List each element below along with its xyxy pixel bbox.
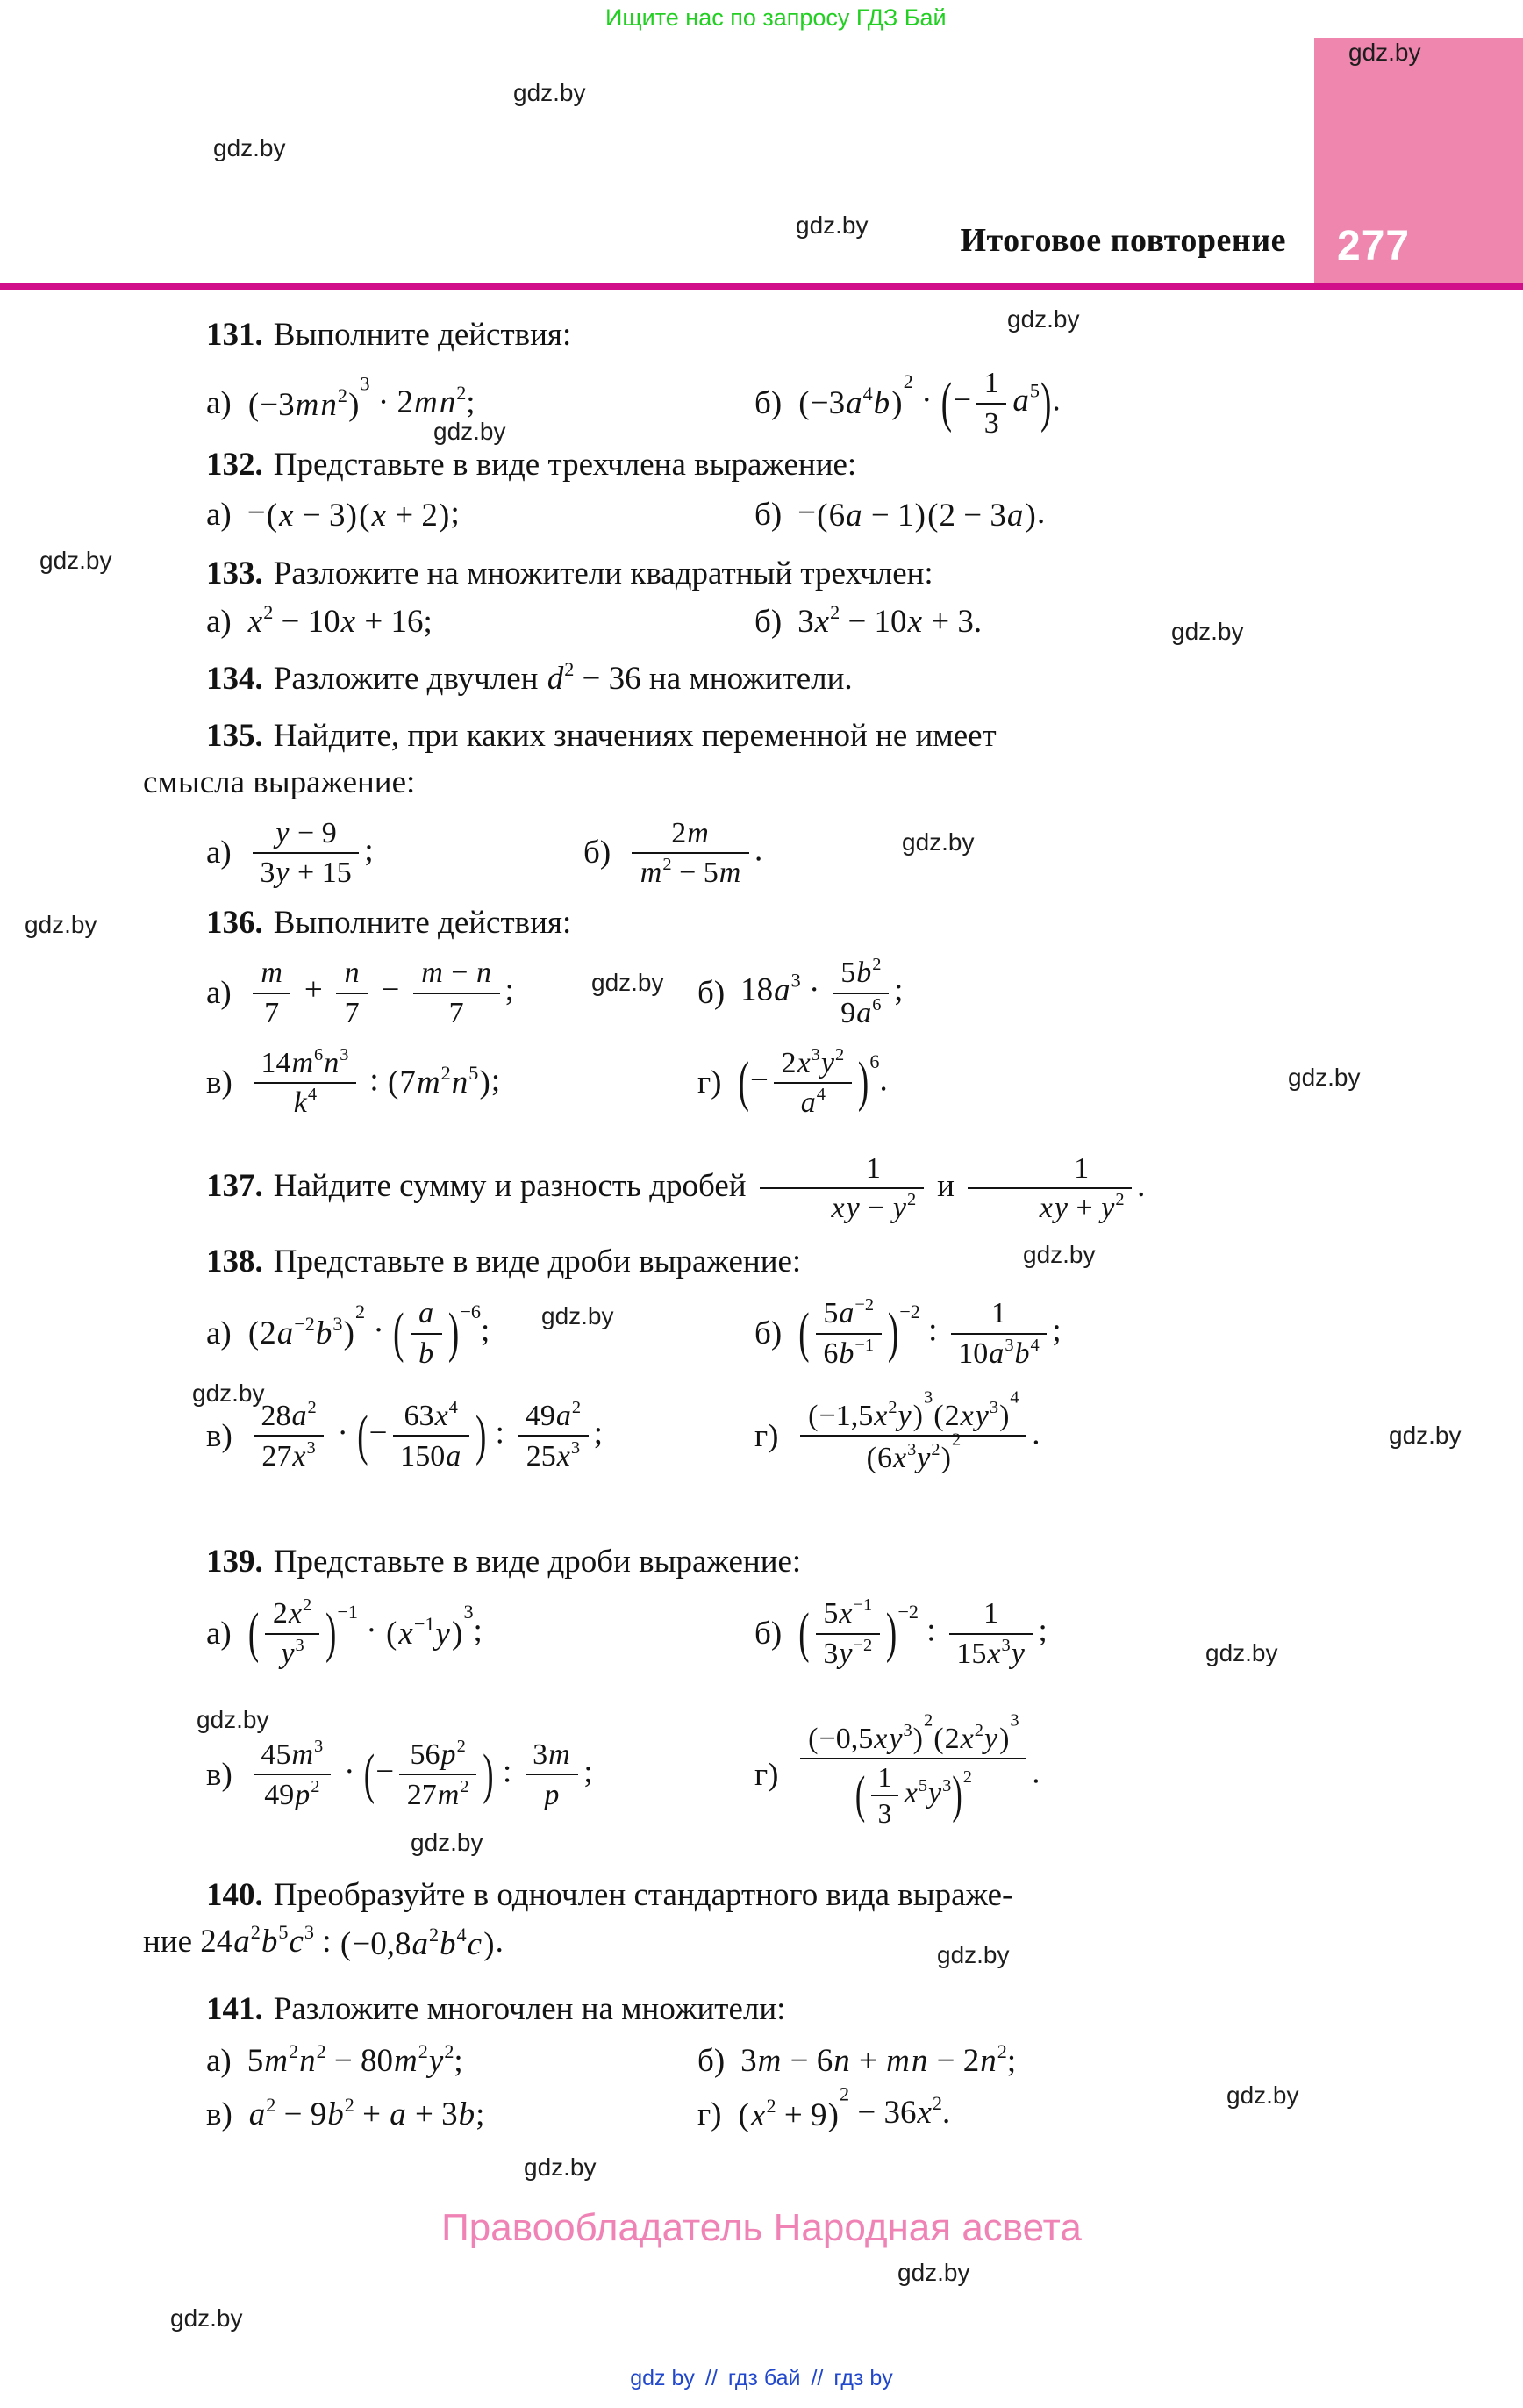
watermark: gdz.by: [897, 2259, 970, 2286]
exercise-title: [143, 314, 1323, 355]
footer-links: [0, 2366, 1523, 2391]
watermark: gdz.by: [411, 1829, 483, 1856]
exercise-133: [0, 553, 1523, 641]
part-a: [206, 816, 583, 890]
parts-row: [206, 816, 1523, 890]
part-v: [206, 1046, 697, 1120]
part-label: б): [754, 385, 783, 422]
parts-row: [206, 603, 1523, 641]
part-a: [206, 494, 754, 534]
part-label: а): [206, 2043, 232, 2080]
part-label: б): [697, 2043, 726, 2080]
footer-link-gdz-bai[interactable]: гдз бай: [727, 2366, 801, 2390]
part-a: [206, 2042, 697, 2080]
watermark: gdz.by: [25, 911, 97, 938]
watermark: gdz.by: [433, 418, 506, 445]
part-label: г): [697, 1064, 722, 1101]
watermark: gdz.by: [39, 547, 112, 574]
watermark: gdz.by: [1171, 618, 1244, 645]
watermark: gdz.by: [1007, 305, 1080, 333]
part-formula: ( $-3a^4b$ ) $^2$ · ( − $\frac{1}{3}$ $a^5$ ) .: [798, 367, 1061, 440]
parts-row: [206, 2082, 1523, 2134]
exercise-title: [143, 1541, 1323, 1582]
exercise-131: [0, 314, 1523, 441]
part-g: [697, 1046, 1523, 1120]
exercise-number: 140.: [206, 1877, 263, 1913]
exercise-134: [0, 658, 1523, 699]
watermark: gdz.by: [796, 211, 869, 239]
part-formula: $\frac{m}{7}$ + $\frac{n}{7}$ − $\frac{m - n}{7}$ ;: [247, 956, 514, 1029]
link-separator: //: [811, 2366, 824, 2390]
part-formula: $\frac{28a^2}{27x^3}$ · ( − $\frac{63x^4}{150a}$ ) : $\frac{49a^2}{25x^3}$ ;: [248, 1399, 603, 1473]
part-g: [754, 1710, 1523, 1831]
watermark: gdz.by: [192, 1380, 265, 1407]
link-separator: //: [704, 2366, 718, 2390]
part-b: [754, 1296, 1523, 1370]
part-label: а): [206, 604, 232, 641]
watermark: gdz.by: [524, 2154, 597, 2181]
exercise-number: 135.: [206, 718, 263, 754]
part-v: [206, 2093, 697, 2133]
part-a: [206, 1596, 754, 1670]
part-v: [206, 1399, 754, 1473]
exercise-title-line2: смысла выражение:: [143, 764, 416, 801]
part-formula: 3m − 6n + mn − $2n^2$;: [740, 2040, 1017, 2080]
part-b: [754, 1596, 1523, 1670]
watermark: gdz.by: [541, 1302, 614, 1329]
watermark: gdz.by: [170, 2304, 243, 2332]
exercise-number: 133.: [206, 555, 263, 591]
copyright-text: Правообладатель Народная асвета: [441, 2206, 1082, 2249]
exercise-title: [143, 658, 1323, 699]
exercise-title: [143, 1874, 1323, 1916]
exercise-137: [0, 1151, 1523, 1225]
exercise-title-text: Представьте в виде дроби выражение:: [273, 1243, 802, 1279]
part-formula: $a^2 - 9b^2 + a + 3b$;: [248, 2093, 485, 2132]
exercise-141: [0, 1989, 1523, 2134]
exercise-138: [0, 1241, 1523, 1475]
part-label: а): [206, 975, 232, 1012]
part-formula: ( $-0,5xy^3$ ) $^2$ ( $2x^2y$ ) $^3$ ( $\frac{1}{3}$ $x^5y^3$ ) $^2$ .: [795, 1720, 1040, 1831]
part-formula: $5m^2n^2 - 80m^2y^2$;: [247, 2040, 463, 2080]
page-number-tab: [1314, 38, 1523, 283]
part-a: [206, 1296, 754, 1370]
parts-row: [206, 1046, 1523, 1120]
exercise-title-text: Разложите многочлен на множители:: [273, 1991, 786, 2027]
part-b: [583, 816, 1523, 890]
exercise-title: [143, 1241, 1323, 1282]
watermark: gdz.by: [197, 1706, 269, 1733]
watermark: gdz.by: [1226, 2082, 1299, 2109]
part-formula: $\frac{2m}{m^2 - 5m}$ .: [626, 816, 762, 890]
parts-row: [206, 494, 1523, 534]
watermark: gdz.by: [1023, 1241, 1096, 1268]
parts-row: [206, 1296, 1523, 1370]
exercise-title-text: Найдите сумму и разность дробей $\frac{1}{xy - y^2}$ и $\frac{1}{xy + y^2}$ .: [273, 1152, 1146, 1225]
part-formula: $18a^3$ · $\frac{5b^2}{9a^6}$ ;: [740, 955, 904, 1029]
watermark: gdz.by: [1348, 39, 1421, 66]
part-v: [206, 1738, 754, 1811]
footer-link-gdz-by-2[interactable]: гдз by: [833, 2366, 893, 2390]
part-a: [206, 372, 754, 424]
exercise-135: [0, 715, 1523, 890]
part-label: а): [206, 1315, 232, 1352]
part-a: [206, 603, 754, 641]
exercise-title-line2: ние $24a^2b^5c^3$ : ( $-0,8a^2b^4c$ ) .: [143, 1921, 504, 1963]
exercise-title-text: Разложите двучлен $d^2 - 36$ на множители.: [273, 657, 853, 697]
part-label: б): [754, 496, 783, 533]
footer-link-gdz-by[interactable]: gdz by: [630, 2366, 695, 2390]
part-formula: ( $\frac{5a^{-2}}{6b^{-1}}$ ) $^{-2}$ : $\frac{1}{10a^3b^4}$ ;: [798, 1295, 1062, 1370]
exercise-number: 134.: [206, 661, 263, 697]
part-label: б): [754, 1616, 783, 1652]
watermark: gdz.by: [213, 134, 286, 161]
exercise-title: [143, 902, 1323, 943]
part-b: [754, 603, 1523, 641]
part-formula: ( $-3mn^2$ ) $^3 \cdot 2mn^2$;: [247, 372, 475, 423]
exercise-title-text: Представьте в виде трехчлена выражение:: [273, 447, 857, 483]
part-formula: $3x^2 - 10x + 3$.: [797, 601, 983, 641]
part-formula: ( $x^2 + 9$ ) $^2 - 36x^2$.: [738, 2082, 951, 2134]
gdz-promo-link[interactable]: Ищите нас по запросу ГДЗ Бай: [605, 4, 947, 31]
part-formula: $x^2 - 10x + 16$;: [247, 601, 433, 641]
part-formula: ( $2a^{-2}b^3$ ) $^2$ · ( $\frac{a}{b}$ ) $^{-6}$;: [247, 1297, 490, 1370]
watermark: gdz.by: [937, 1941, 1010, 1968]
part-label: б): [583, 835, 611, 871]
part-formula: ( $-1,5x^2y$ ) $^3$ ( $2xy^3$ ) $^4$ ( $6x^3y^2$ ) $^2$ .: [795, 1397, 1040, 1476]
part-formula: − ( 6a − 1 ) ( 2 − 3a ) .: [797, 495, 1046, 534]
page-number: 277: [1337, 223, 1411, 269]
exercise-number: 136.: [206, 905, 263, 941]
watermark: gdz.by: [591, 969, 664, 996]
part-g: [754, 1387, 1523, 1476]
part-label: а): [206, 385, 232, 422]
part-b: [754, 366, 1523, 440]
exercise-title: [143, 444, 1323, 485]
part-b: [697, 2042, 1523, 2080]
parts-row: [206, 956, 1523, 1029]
parts-row: [206, 366, 1523, 440]
watermark: gdz.by: [1288, 1064, 1361, 1091]
part-formula: $\frac{y - 9}{3y + 15}$ ;: [247, 816, 374, 890]
page-title: Итоговое повторение: [960, 222, 1286, 259]
part-formula: ( − $\frac{2x^3y^2}{a^4}$ ) $^6$.: [738, 1044, 888, 1119]
part-b: [697, 956, 1523, 1029]
exercise-number: 132.: [206, 447, 263, 483]
part-label: б): [697, 975, 726, 1012]
exercise-number: 137.: [206, 1167, 263, 1204]
exercise-title-text: Найдите, при каких значениях переменной не имеет: [273, 718, 997, 754]
part-label: в): [206, 1417, 232, 1454]
parts-row: [206, 2042, 1523, 2080]
exercise-number: 131.: [206, 317, 263, 353]
exercise-title-text: Разложите на множители квадратный трехчлен:: [273, 555, 933, 591]
watermark: gdz.by: [1389, 1422, 1462, 1449]
part-b: [754, 494, 1523, 534]
part-label: г): [754, 1756, 779, 1793]
watermark: gdz.by: [902, 828, 975, 856]
exercise-132: [0, 444, 1523, 534]
part-label: в): [206, 2096, 232, 2132]
exercise-136: [0, 902, 1523, 1120]
part-label: г): [754, 1417, 779, 1454]
watermark: gdz.by: [1205, 1639, 1278, 1666]
exercise-number: 139.: [206, 1544, 263, 1580]
part-formula: ( $\frac{5x^{-1}}{3y^{-2}}$ ) $^{-2}$ : $\frac{1}{15x^3y}$ ;: [798, 1595, 1048, 1670]
part-label: г): [697, 2096, 722, 2132]
exercise-140: [0, 1874, 1523, 1966]
part-formula: − ( x − 3 ) ( x + 2 ) ;: [247, 495, 460, 534]
part-g: [697, 2082, 1523, 2134]
exercise-title: [143, 1151, 1323, 1225]
parts-row: [206, 1596, 1523, 1670]
exercise-title-text: Преобразуйте в одночлен стандартного вида выраже-: [273, 1877, 1013, 1913]
watermark: gdz.by: [513, 79, 586, 106]
header-rule: [0, 283, 1523, 290]
part-label: б): [754, 1315, 783, 1352]
part-formula: $\frac{45m^3}{49p^2}$ · ( − $\frac{56p^2}{27m^2}$ ) : $\frac{3m}{p}$ ;: [248, 1738, 593, 1811]
part-label: а): [206, 496, 232, 533]
part-a: [206, 956, 697, 1029]
exercise-number: 138.: [206, 1243, 263, 1279]
exercise-title-text: Выполните действия:: [273, 317, 572, 353]
part-label: а): [206, 1616, 232, 1652]
part-label: б): [754, 604, 783, 641]
exercise-title-text: Представьте в виде дроби выражение:: [273, 1544, 802, 1580]
part-label: в): [206, 1756, 232, 1793]
exercise-number: 141.: [206, 1991, 263, 2027]
exercise-title-text: Выполните действия:: [273, 905, 572, 941]
exercise-139: [0, 1541, 1523, 1830]
part-formula: $\frac{14m^6n^3}{k^4}$ : ( $7m^2n^5$ ) ;: [248, 1046, 500, 1120]
exercise-title: [143, 1989, 1323, 2030]
part-formula: ( $\frac{2x^2}{y^3}$ ) $^{-1}$ · ( $x^{-1}y$ ) $^3$;: [247, 1595, 483, 1670]
exercise-title: [143, 715, 1323, 756]
part-label: а): [206, 835, 232, 871]
exercise-title: [143, 553, 1323, 594]
part-label: в): [206, 1064, 232, 1101]
